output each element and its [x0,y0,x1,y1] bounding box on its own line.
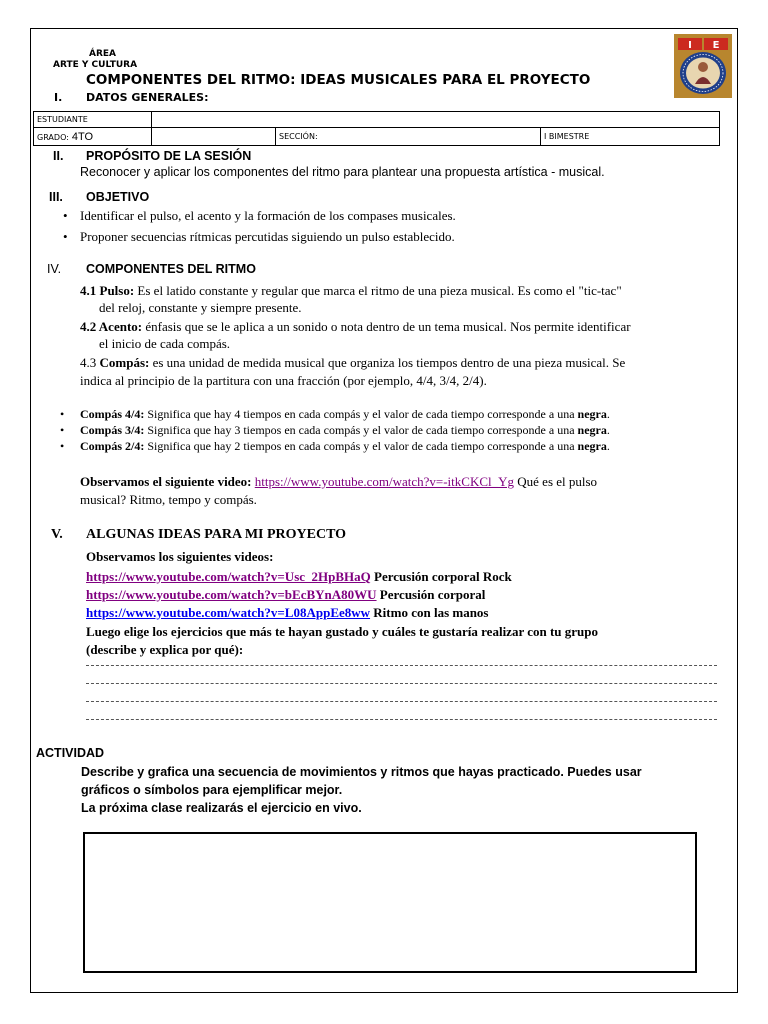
answer-line[interactable] [86,665,717,666]
pulso-label: 4.1 Pulso: [80,283,135,298]
area-label: ÁREA [89,49,117,59]
actividad-line3: La próxima clase realizarás el ejercicio en vivo. [81,801,362,815]
compas-paragraph [80,354,625,371]
compas-2-4-item: Compás 2/4: Significa que hay 2 tiempos en cada compás y el valor de cada tiempo corresponde a una negra. [80,439,610,453]
video-after2: musical? Ritmo, tempo y compás. [80,492,257,507]
section5-title: ALGUNAS IDEAS PARA MI PROYECTO [86,527,347,542]
page-title: COMPONENTES DEL RITMO: IDEAS MUSICALES PARA EL PROYECTO [86,72,591,88]
area-value: ARTE Y CULTURA [53,60,138,70]
answer-line[interactable] [86,683,717,684]
estudiante-field[interactable] [152,112,720,128]
objective-item-1: Identificar el pulso, el acento y la formación de los compases musicales. [80,208,456,223]
section4-num: IV. [47,262,62,276]
seccion-label: SECCIÓN: [276,128,541,146]
video-link[interactable]: https://www.youtube.com/watch?v=-itkCKCl_Yg [254,474,515,489]
estudiante-label: ESTUDIANTE [34,112,152,128]
compas-line1: es una unidad de medida musical que organiza los tiempos dentro de una pieza musical. Se [149,355,626,370]
answer-line[interactable] [86,701,717,702]
grado-extra-cell [152,128,276,146]
section3-title: OBJETIVO [86,190,150,204]
section2-num: II. [53,149,64,163]
objective-bullet: • [63,229,68,244]
project-link-2[interactable]: https://www.youtube.com/watch?v=bEcBYnA80WU [86,587,377,602]
school-logo [674,34,732,98]
section1-num: I. [54,91,63,104]
project-link-3[interactable]: https://www.youtube.com/watch?v=L08AppEe8ww [86,605,371,620]
grado-cell [34,128,152,146]
compas-4-4-item: Compás 4/4: Significa que hay 4 tiempos en cada compás y el valor de cada tiempo corresponde a una negra. [80,407,610,421]
pulso-line1: Es el latido constante y regular que marca el ritmo de una pieza musical. Es como el "tic-tac" [134,283,622,298]
compas-3-4-item: Compás 3/4: Significa que hay 3 tiempos en cada compás y el valor de cada tiempo corresponde a una negra. [80,423,610,437]
grado-value: 4TO [71,130,94,143]
acento-label: 4.2 Acento: [80,319,143,334]
bimestre-label: I BIMESTRE [541,128,720,146]
section4-title: COMPONENTES DEL RITMO [86,262,256,276]
section2-title: PROPÓSITO DE LA SESIÓN [86,149,252,163]
section2-text: Reconocer y aplicar los componentes del ritmo para plantear una propuesta artística - musical. [80,165,605,179]
section5-intro: Observamos los siguientes videos: [86,549,274,564]
section5-instruction-2: (describe y explica por qué): [86,642,244,657]
acento-paragraph [80,318,631,335]
section3-num: III. [49,190,63,204]
acento-line2: el inicio de cada compás. [99,336,231,351]
project-link-1[interactable]: https://www.youtube.com/watch?v=Usc_2HpBHaQ [86,569,371,584]
compas-bullet: • [60,439,65,453]
actividad-line1: Describe y grafica una secuencia de movimientos y ritmos que hayas practicado. Puedes usar [81,765,642,779]
compas-label: Compás: [99,355,150,370]
logo-letter-e: E [712,40,720,51]
compas-prefix: 4.3 [80,355,100,370]
actividad-line2: gráficos o símbolos para ejemplificar mejor. [81,783,343,797]
video-after1: Qué es el pulso [514,474,598,489]
activity-drawing-box[interactable] [83,832,697,973]
video-paragraph [80,473,597,490]
grado-label: GRADO: [37,132,69,142]
section5-num: V. [51,527,63,542]
pulso-line2: del reloj, constante y siempre presente. [99,300,302,315]
video-label: Observamos el siguiente video: [80,474,252,489]
project-link-row-2: https://www.youtube.com/watch?v=bEcBYnA80WU Percusión corporal [86,587,486,602]
compas-bullet: • [60,407,65,421]
project-link-row-1: https://www.youtube.com/watch?v=Usc_2HpBHaQ Percusión corporal Rock [86,569,512,584]
logo-letter-i: I [688,40,692,51]
compas-bullet: • [60,423,65,437]
section5-instruction-1: Luego elige los ejercicios que más te hayan gustado y cuáles te gustaría realizar con tu grupo [86,624,599,639]
pulso-paragraph [80,282,622,299]
actividad-title: ACTIVIDAD [36,746,105,760]
acento-line1: énfasis que se le aplica a un sonido o nota dentro de un tema musical. Nos permite identificar [142,319,631,334]
answer-line[interactable] [86,719,717,720]
objective-bullet: • [63,208,68,223]
compas-line2: indica al principio de la partitura con una fracción (por ejemplo, 4/4, 3/4, 2/4). [80,373,487,388]
general-data-table [33,111,720,146]
project-link-row-3: https://www.youtube.com/watch?v=L08AppEe8ww Ritmo con las manos [86,605,489,620]
objective-item-2: Proponer secuencias rítmicas percutidas siguiendo un pulso establecido. [80,229,455,244]
section1-title: DATOS GENERALES: [86,91,209,104]
